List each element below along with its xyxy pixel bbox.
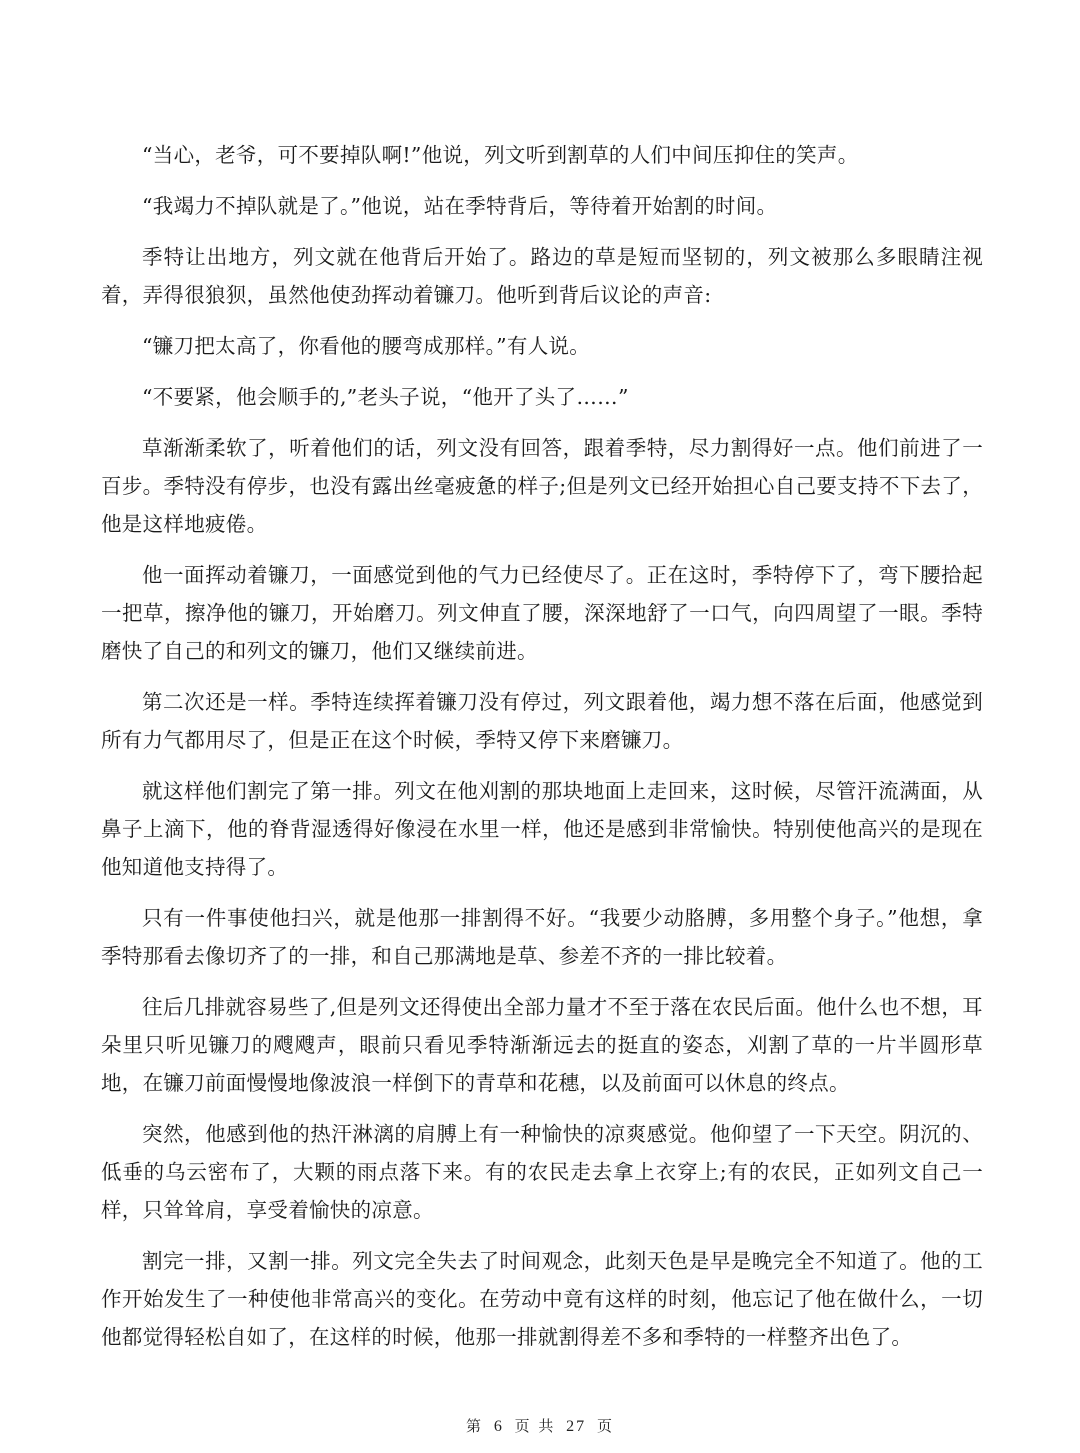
paragraph: “当心，老爷，可不要掉队啊!”他说，列文听到割草的人们中间压抑住的笑声。 [142, 143, 859, 167]
paragraph: 割完一排，又割一排。列文完全失去了时间观念，此刻天色是早是晚完全不知道了。他的工作开始发生了一种使他非常高兴的变化。在劳动中竟有这样的时刻，他忘记了他在做什么，一切他都觉得轻松自如了，在这样的时候，他那一排就割得差不多和季特的一样整齐出色了。 [101, 1249, 983, 1349]
footer-suffix: 页 [596, 1417, 614, 1435]
paragraph: 突然，他感到他的热汗淋漓的肩膊上有一种愉快的凉爽感觉。他仰望了一下天空。阴沉的、低垂的乌云密布了，大颗的雨点落下来。有的农民走去拿上衣穿上;有的农民，正如列文自己一样，只耸耸肩，享受着愉快的凉意。 [101, 1122, 983, 1222]
paragraph: 往后几排就容易些了,但是列文还得使出全部力量才不至于落在农民后面。他什么也不想，耳朵里只听见镰刀的飕飕声，眼前只看见季特渐渐远去的挺直的姿态，刈割了草的一片半圆形草地，在镰刀前面慢慢地像波浪一样倒下的青草和花穗，以及前面可以休息的终点。 [101, 995, 983, 1095]
paragraph: 就这样他们割完了第一排。列文在他刈割的那块地面上走回来，这时候，尽管汗流满面，从鼻子上滴下，他的脊背湿透得好像浸在水里一样，他还是感到非常愉快。特别使他高兴的是现在他知道他支持得了。 [101, 779, 983, 879]
paragraph: 第二次还是一样。季特连续挥着镰刀没有停过，列文跟着他，竭力想不落在后面，他感觉到所有力气都用尽了，但是正在这个时候，季特又停下来磨镰刀。 [101, 690, 983, 752]
paragraph: “我竭力不掉队就是了。”他说，站在季特背后，等待着开始割的时间。 [142, 194, 778, 218]
footer-prefix: 第 [466, 1417, 484, 1435]
paragraph: “不要紧，他会顺手的,”老头子说，“他开了头了……” [142, 385, 629, 409]
page-number: 6 [493, 1418, 504, 1435]
total-pages: 27 [566, 1418, 587, 1435]
document-body [101, 136, 983, 1369]
paragraph: 季特让出地方，列文就在他背后开始了。路边的草是短而坚韧的，列文被那么多眼睛注视着，弄得很狼狈，虽然他使劲挥动着镰刀。他听到背后议论的声音: [101, 245, 983, 307]
footer-middle: 页 共 [514, 1417, 556, 1435]
paragraph: 他一面挥动着镰刀，一面感觉到他的气力已经使尽了。正在这时，季特停下了，弯下腰拾起一把草，擦净他的镰刀，开始磨刀。列文伸直了腰，深深地舒了一口气，向四周望了一眼。季特磨快了自己的和列文的镰刀，他们又继续前进。 [101, 563, 983, 663]
paragraph: 只有一件事使他扫兴，就是他那一排割得不好。“我要少动胳膊，多用整个身子。”他想，拿季特那看去像切齐了的一排，和自己那满地是草、参差不齐的一排比较着。 [101, 906, 983, 968]
paragraph: 草渐渐柔软了，听着他们的话，列文没有回答，跟着季特，尽力割得好一点。他们前进了一百步。季特没有停步，也没有露出丝毫疲惫的样子;但是列文已经开始担心自己要支持不下去了，他是这样地疲倦。 [101, 436, 983, 536]
page-footer [0, 1415, 1080, 1436]
paragraph: “镰刀把太高了，你看他的腰弯成那样。”有人说。 [142, 334, 591, 358]
